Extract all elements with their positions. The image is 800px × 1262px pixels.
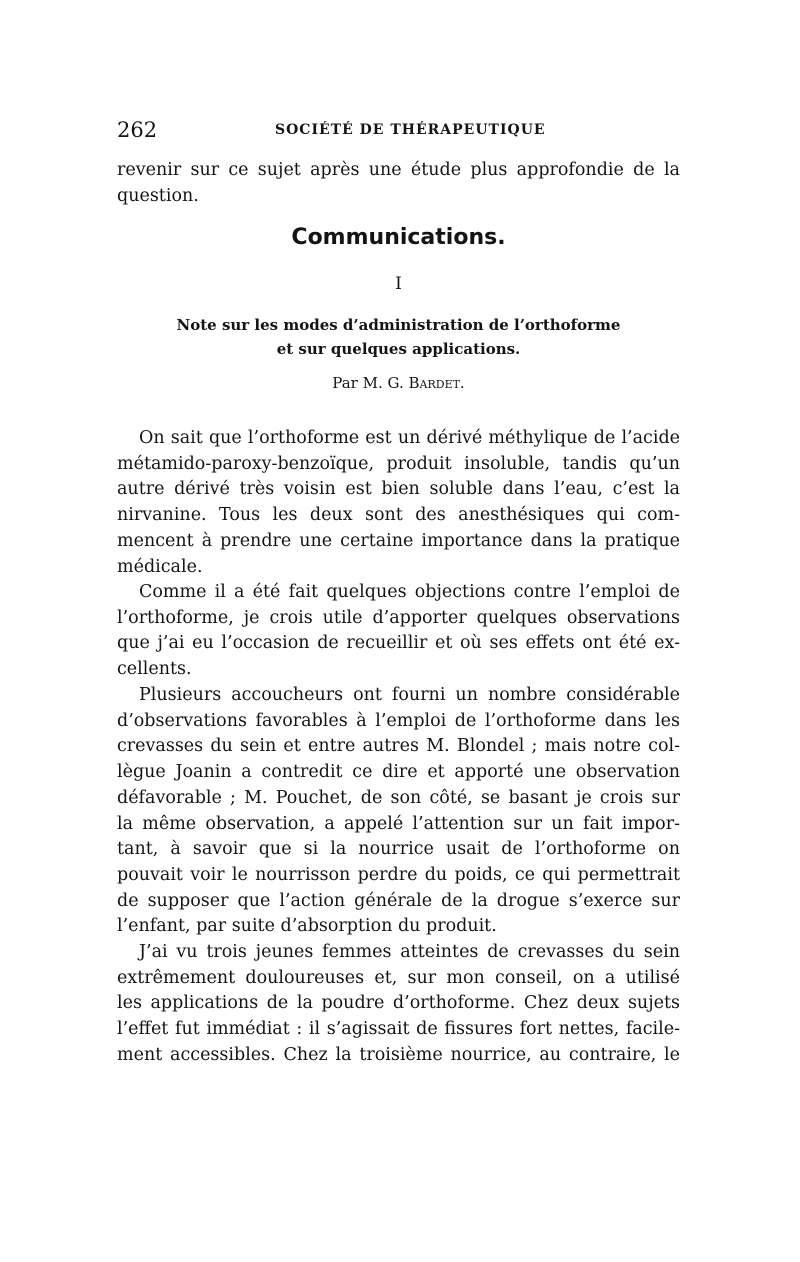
text-line: l’orthoforme, je crois utile d’apporter quelques observations: [117, 607, 680, 628]
text-line: défavorable ; M. Pouchet, de son côté, se basant je crois sur: [117, 787, 680, 808]
text-line: la même observation, a appelé l’attention sur un fait impor-: [117, 813, 680, 834]
article-title-line: Note sur les modes d’administration de l’orthoforme: [176, 316, 621, 334]
page-header: [117, 118, 680, 148]
intro-paragraph: [117, 158, 680, 209]
text-line: On sait que l’orthoforme est un dérivé méthylique de l’acide: [139, 428, 680, 448]
running-title: SOCIÉTÉ DE THÉRAPEUTIQUE: [275, 122, 546, 138]
text-line: de supposer que l’action générale de la drogue s’exerce sur: [117, 890, 680, 911]
text-line: cellents.: [117, 659, 192, 680]
author-prefix: Par M. G.: [332, 374, 404, 392]
text-line: métamido-paroxy-benzoïque, produit insoluble, tandis qu’un: [117, 453, 680, 474]
paragraph-3: [117, 683, 680, 940]
text-line: médicale.: [117, 556, 203, 577]
section-heading: Communications.: [291, 225, 506, 250]
paragraph-4: [117, 940, 680, 1069]
text-line: tant, à savoir que si la nourrice usait de l’orthoforme on: [117, 839, 680, 860]
author-line: [117, 374, 680, 392]
text-line: J’ai vu trois jeunes femmes atteintes de crevasses du sein: [139, 942, 680, 962]
text-line: pouvait voir le nourrisson perdre du poids, ce qui permettrait: [117, 864, 680, 885]
text-line: nirvanine. Tous les deux sont des anesthésiques qui com-: [117, 505, 680, 526]
text-line: les applications de la poudre d’orthoforme. Chez deux sujets: [117, 993, 680, 1014]
page-number: 262: [117, 118, 158, 142]
text-line: revenir sur ce sujet après une étude plus approfondie de la: [117, 160, 680, 180]
paragraph-2: [117, 580, 680, 683]
text-line: Plusieurs accoucheurs ont fourni un nombre considérable: [139, 685, 680, 705]
section-number: I: [395, 274, 402, 294]
text-line: mencent à prendre une certaine importance dans la pratique: [117, 530, 680, 551]
text-line: lègue Joanin a contredit ce dire et apporté une observation: [117, 762, 680, 783]
text-line: l’enfant, par suite d’absorption du produit.: [117, 916, 497, 937]
text-line: crevasses du sein et entre autres M. Blondel ; mais notre col-: [117, 736, 680, 757]
text-line: extrêmement douloureuses et, sur mon conseil, on a utilisé: [117, 967, 680, 988]
paragraph-1: [117, 426, 680, 580]
author-name: Bardet.: [408, 374, 465, 392]
text-line: ment accessibles. Chez la troisième nourrice, au contraire, le: [117, 1044, 680, 1065]
article-title: [117, 313, 680, 361]
text-line: autre dérivé très voisin est bien soluble dans l’eau, c’est la: [117, 479, 680, 500]
text-line: que j’ai eu l’occasion de recueillir et où ses effets ont été ex-: [117, 633, 680, 654]
text-line: question.: [117, 185, 199, 206]
text-line: d’observations favorables à l’emploi de l’orthoforme dans les: [117, 710, 680, 731]
text-line: l’effet fut immédiat : il s’agissait de fissures fort nettes, facile-: [117, 1019, 680, 1040]
article-title-line: et sur quelques applications.: [276, 340, 521, 358]
text-line: Comme il a été fait quelques objections contre l’emploi de: [139, 582, 680, 602]
